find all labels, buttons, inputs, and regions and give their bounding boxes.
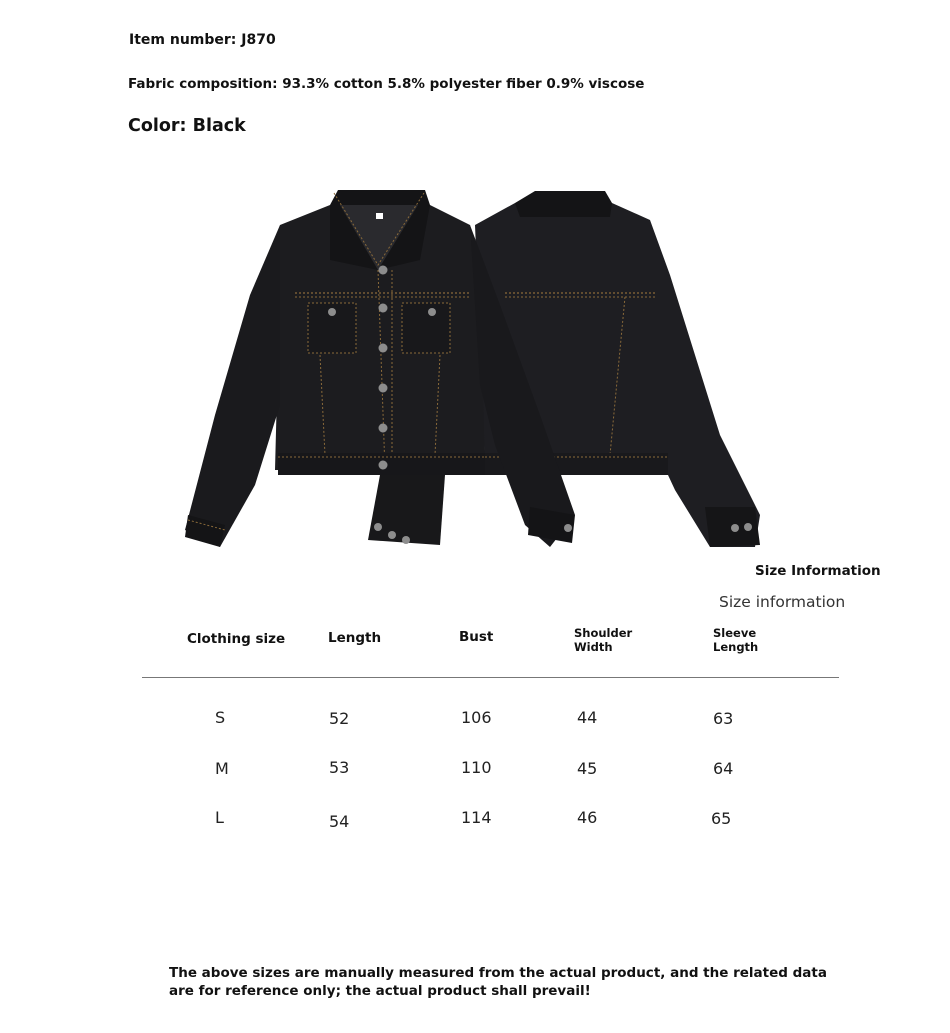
front-button-icon — [379, 266, 388, 275]
cuff-button-icon — [731, 524, 739, 532]
cuff-button-icon — [402, 536, 410, 544]
product-photo — [180, 185, 770, 557]
header-clothing-size: Clothing size — [187, 631, 286, 647]
item-number: Item number: J870 — [129, 32, 276, 48]
cell-shoulder: 44 — [577, 708, 598, 727]
header-bust: Bust — [459, 629, 494, 645]
cell-sleeve: 65 — [711, 809, 732, 828]
cell-bust: 110 — [461, 758, 492, 777]
cell-sleeve: 64 — [713, 759, 734, 778]
cell-bust: 114 — [461, 808, 492, 827]
cell-length: 52 — [329, 709, 350, 728]
cuff-button-icon — [388, 531, 396, 539]
header-length: Length — [328, 630, 382, 646]
cell-sleeve: 63 — [713, 709, 734, 728]
cell-bust: 106 — [461, 708, 492, 727]
header-sleeve-length — [713, 626, 758, 654]
cuff-button-icon — [744, 523, 752, 531]
front-button-icon — [379, 384, 388, 393]
table-divider — [142, 677, 839, 678]
cell-size: M — [215, 759, 229, 778]
cell-length: 54 — [329, 812, 350, 831]
cuff-button-icon — [374, 523, 382, 531]
cell-size: L — [215, 808, 224, 827]
cell-shoulder: 45 — [577, 759, 598, 778]
cell-size: S — [215, 708, 226, 727]
cell-shoulder: 46 — [577, 808, 598, 827]
pocket-button-icon — [428, 308, 436, 316]
header-sleeve-line1: Sleeve — [713, 626, 757, 640]
color-label: Color: Black — [128, 116, 246, 136]
front-button-icon — [379, 461, 388, 470]
size-information-title: Size Information — [755, 563, 881, 579]
header-shoulder-line2: Width — [574, 640, 613, 654]
fabric-composition: Fabric composition: 93.3% cotton 5.8% polyester fiber 0.9% viscose — [128, 76, 645, 92]
front-button-icon — [379, 424, 388, 433]
front-button-icon — [379, 304, 388, 313]
cell-length: 53 — [329, 758, 350, 777]
header-shoulder-line1: Shoulder — [574, 626, 633, 640]
cuff-button-icon — [564, 524, 572, 532]
measurement-disclaimer: The above sizes are manually measured from the actual product, and the related data are for reference only; the actual product shall prevail! — [169, 965, 827, 999]
header-shoulder-width — [574, 626, 632, 654]
header-sleeve-line2: Length — [713, 640, 759, 654]
pocket-button-icon — [328, 308, 336, 316]
front-button-icon — [379, 344, 388, 353]
size-information-subtitle: Size information — [719, 593, 846, 611]
